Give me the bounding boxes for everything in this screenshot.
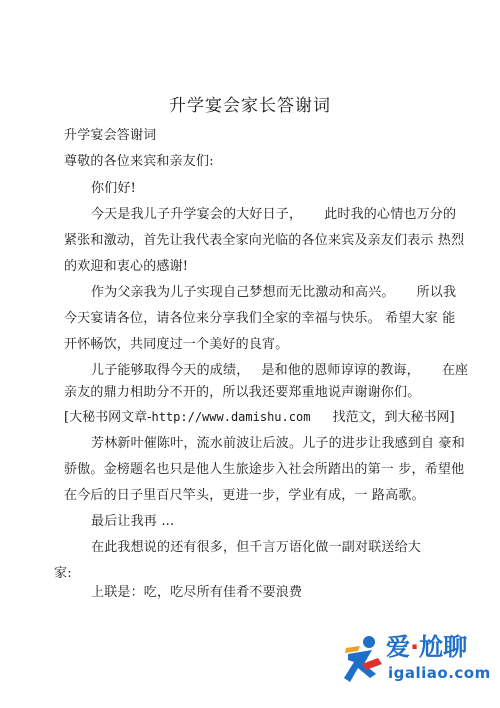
- watermark-cn-right: 尬聊: [419, 633, 468, 661]
- p4-line-2: 骄傲。金榜题名也只是他人生旅途步入社会所踏出的第一 步，希望他: [64, 462, 465, 477]
- document-title: 升学宴会家长答谢词: [169, 96, 331, 116]
- ad-bracket-close: ]: [449, 410, 455, 425]
- salutation: 尊敬的各位来宾和亲友们:: [64, 154, 214, 169]
- p1-line-1: [91, 207, 456, 223]
- p5-line: 最后让我再 ...: [91, 514, 175, 529]
- p7-line: 上联是：吃，吃尽所有佳肴不要浪费: [91, 585, 303, 600]
- p2-line-3: 开怀畅饮，共同度过一个美好的良宵。: [64, 337, 289, 352]
- p1-line-1-b: 此时我的心情也万分的: [324, 207, 457, 222]
- watermark-cn-text: [386, 632, 467, 662]
- ad-slogan: 找范文，到大秘书网: [332, 410, 450, 425]
- p3-line-1-b: 是和他的恩师谆谆的教诲，: [261, 363, 420, 378]
- p6-line-1: 在此我想说的还有很多，但千言万语化做一副对联送给大: [91, 540, 422, 555]
- source-ad-line: [64, 409, 455, 426]
- ad-bracket-open: [: [64, 410, 70, 425]
- p3-line-1-a: 儿子能够取得今天的成绩，: [91, 363, 250, 378]
- greeting: 你们好!: [91, 181, 137, 196]
- running-figure-icon: [342, 634, 384, 686]
- document-subtitle: 升学宴会答谢词: [64, 128, 157, 143]
- p3-line-2: 亲友的鼎力相助分不开的，所以我还要郑重地说声谢谢你们。: [64, 385, 421, 400]
- watermark-cn-left: 爱: [386, 633, 410, 661]
- p6-line-2: 家:: [54, 566, 72, 581]
- p1-line-3: 的欢迎和衷心的感谢!: [64, 259, 189, 274]
- p1-line-2: 紧张和激动，首先让我代表全家向光临的各位来宾及亲友们表示 热烈: [64, 233, 465, 248]
- p2-line-1-b: 所以我: [416, 285, 457, 300]
- watermark-domain: igaliao.com: [388, 664, 491, 682]
- p3-line-1: [91, 363, 468, 379]
- p2-line-2: 今天宴请各位，请各位来分享我们全家的幸福与快乐。 希望大家 能: [64, 311, 456, 326]
- p1-line-1-a: 今天是我儿子升学宴会的大好日子，: [91, 207, 303, 222]
- p4-line-1: 芳林新叶催陈叶，流水前波让后波。儿子的进步让我感到自 豪和: [91, 436, 465, 451]
- p2-line-1-a: 作为父亲我为儿子实现自己梦想而无比激动和高兴。: [91, 285, 395, 300]
- ad-url: http://www.damishu.com: [151, 410, 311, 424]
- p3-line-1-c: 在座: [441, 363, 469, 378]
- watermark-logo: [342, 630, 492, 692]
- ad-site-name: 大秘书网文章-: [69, 410, 152, 425]
- p4-line-3: 在今后的日子里百尺竿头，更进一步，学业有成，一 路高歌。: [64, 488, 425, 503]
- watermark-dot: ·: [410, 633, 420, 661]
- p2-line-1: [91, 285, 456, 301]
